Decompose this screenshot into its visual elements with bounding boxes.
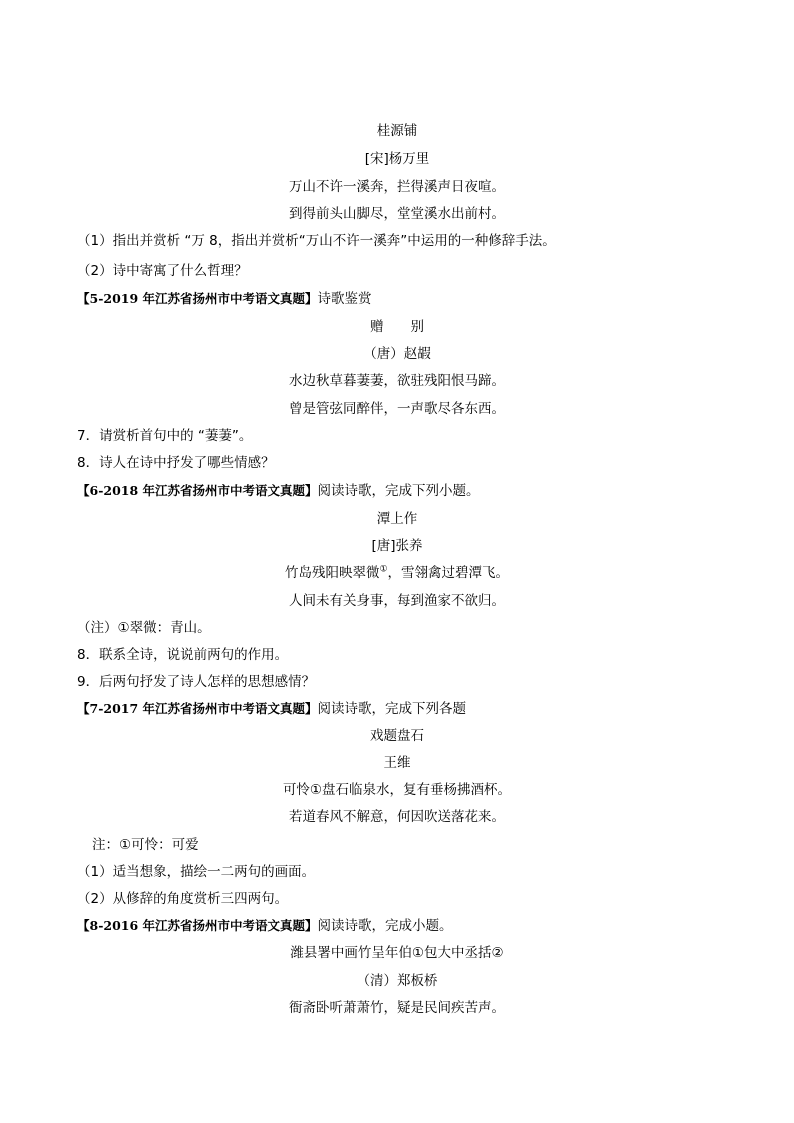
poem-title: 潭上作 (376, 511, 418, 527)
poem-line: 到得前头山脚尽，堂堂溪水出前村。 (289, 206, 505, 222)
poem-line: 衙斋卧听萧萧竹，疑是民间疾苦声。 (289, 1000, 505, 1016)
poem-line: 可怜①盘石临泉水，复有垂杨拂酒杯。 (282, 782, 512, 798)
poem-line-part: 竹岛残阳映翠微 (284, 565, 380, 581)
question: 9．后两句抒发了诗人怎样的思想感情？ (77, 674, 316, 690)
poem-title: 赠 别 (370, 319, 424, 335)
section-heading (77, 480, 777, 502)
section-heading-source: 【7-2017 年江苏省扬州市中考语文真题】 (77, 701, 318, 716)
poem-author: 王维 (383, 755, 411, 771)
footnote: 注：①可怜：可爱 (92, 837, 199, 853)
section-heading (77, 288, 777, 310)
question: （1）指出并赏析 “万 8，指出并赏析“万山不许一溪奔”中运用的一种修辞手法。 (77, 233, 556, 249)
poem-author: （清）郑板桥 (356, 973, 438, 989)
question: 7．请赏析首句中的 “萋萋”。 (77, 428, 253, 444)
poem-title: 潍县署中画竹呈年伯①包大中丞括② (290, 945, 504, 961)
question: （1）适当想象，描绘一二两句的画面。 (77, 864, 316, 880)
poem-line: 人间未有关身事，每到渔家不欲归。 (289, 593, 505, 609)
poem-author: [唐]张养 (371, 538, 423, 554)
section-heading-text: 阅读诗歌，完成下列小题。 (317, 483, 480, 499)
question: 8．诗人在诗中抒发了哪些情感？ (77, 455, 275, 471)
poem-author: （唐）赵嘏 (363, 346, 431, 362)
section-heading (77, 915, 777, 937)
section-heading-text: 诗歌鉴赏 (317, 291, 372, 307)
footnote-marker: ① (379, 564, 388, 575)
footnote: （注）①翠微：青山。 (77, 620, 211, 636)
poem-line-part: ，雪翎禽过碧潭飞。 (387, 565, 510, 581)
poem-title: 戏题盘石 (370, 728, 424, 744)
section-heading-source: 【8-2016 年江苏省扬州市中考语文真题】 (77, 918, 318, 933)
section-heading (77, 698, 777, 720)
section-heading-source: 【5-2019 年江苏省扬州市中考语文真题】 (77, 291, 318, 306)
question: （2）从修辞的角度赏析三四两句。 (77, 891, 289, 907)
question: 8．联系全诗，说说前两句的作用。 (77, 647, 289, 663)
poem-line: 若道春风不解意，何因吹送落花来。 (289, 809, 505, 825)
poem-line (0, 562, 794, 584)
section-heading-text: 阅读诗歌，完成下列各题 (317, 701, 467, 717)
section-heading-source: 【6-2018 年江苏省扬州市中考语文真题】 (77, 483, 318, 498)
poem-author: [宋]杨万里 (364, 151, 430, 167)
poem-line: 水边秋草暮萋萋，欲驻残阳恨马蹄。 (289, 373, 505, 389)
poem-line: 曾是管弦同醉伴，一声歌尽各东西。 (289, 401, 505, 417)
section-heading-text: 阅读诗歌，完成小题。 (317, 918, 453, 934)
poem-line: 万山不许一溪奔，拦得溪声日夜喧。 (289, 179, 505, 195)
question: （2）诗中寄寓了什么哲理？ (77, 263, 248, 279)
poem-title: 桂源铺 (376, 123, 418, 139)
